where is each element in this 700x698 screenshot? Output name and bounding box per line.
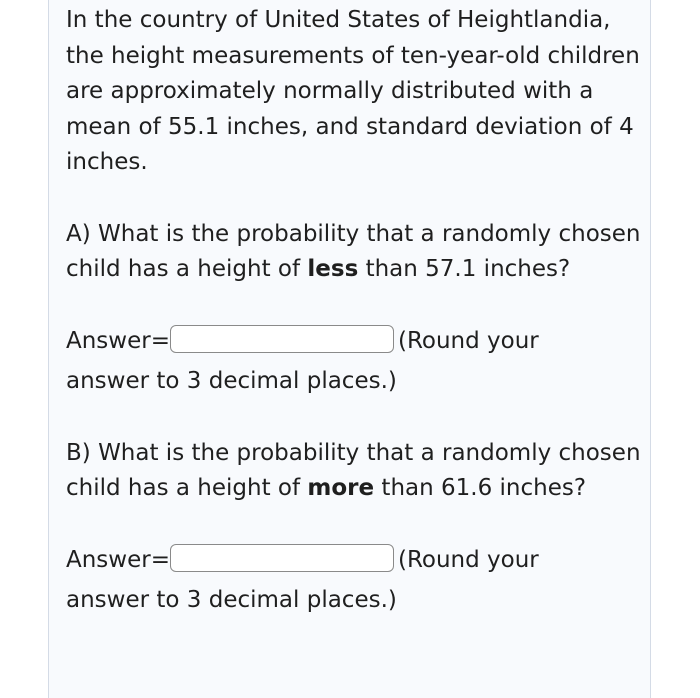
problem-intro: In the country of United States of Heightlandia, the height measurements of ten-year-old children are approximately normally distributed with a mean of 55.1 inches, and standard deviation of 4 inches. (66, 7, 640, 175)
part-a-prefix: A) What is the probability that a randomly chosen child has a height of (66, 220, 641, 282)
part-a-question (66, 217, 646, 288)
part-a-round-note: (Round your (397, 327, 539, 354)
part-b-prefix: B) What is the probability that a randomly chosen child has a height of (66, 439, 641, 501)
part-a-answer-row (66, 324, 646, 360)
part-b-suffix: than 61.6 inches? (374, 475, 587, 501)
part-a-round-note-cont: answer to 3 decimal places.) (66, 368, 397, 394)
part-b-emphasis: more (307, 475, 375, 501)
part-b-question (66, 436, 646, 507)
part-a-answer-label: Answer= (66, 327, 170, 354)
part-b-answer-row (66, 543, 646, 579)
part-a-emphasis: less (307, 256, 359, 282)
part-a-suffix: than 57.1 inches? (358, 256, 571, 282)
part-a-answer-input[interactable] (170, 325, 394, 353)
part-b-round-note: (Round your (397, 546, 539, 573)
part-b-answer-label: Answer= (66, 546, 170, 573)
part-b-answer-input[interactable] (170, 544, 394, 572)
question-content (66, 0, 646, 619)
part-b-round-note-cont: answer to 3 decimal places.) (66, 587, 397, 613)
